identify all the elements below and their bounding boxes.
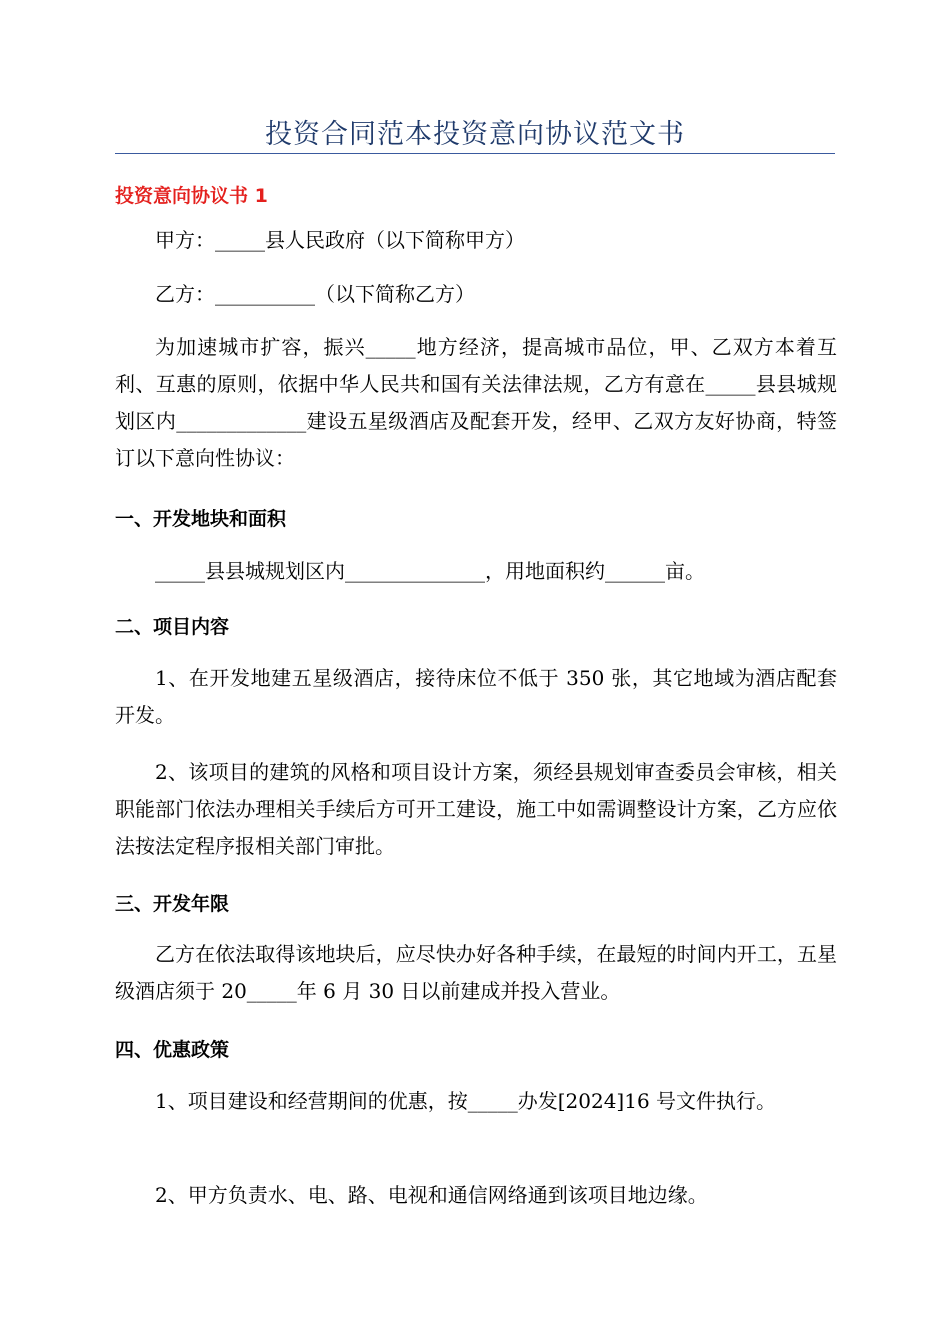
policy-item-1: 1、项目建设和经营期间的优惠，按_____办发[2024]16 号文件执行。: [155, 1089, 777, 1113]
title-underline: [115, 153, 835, 154]
term-paragraph: 乙方在依法取得该地块后，应尽快办好各种手续，在最短的时间内开工，五星级酒店须于 20_____年 6 月 30 日以前建成并投入营业。: [115, 942, 837, 1003]
heading-land: 一、开发地块和面积: [115, 508, 287, 530]
heading-content: 二、项目内容: [115, 616, 230, 638]
document-title: 投资合同范本投资意向协议范文书: [265, 119, 685, 150]
intro-paragraph: 为加速城市扩容，振兴_____地方经济，提高城市品位，甲、乙双方本着互利、互惠的原则，依据中华人民共和国有关法律法规，乙方有意在_____县县城规划区内_____________建设五星级酒店及配套开发，经甲、乙双方友好协商，特签订以下意向性协议：: [115, 335, 837, 470]
heading-policy: 四、优惠政策: [115, 1039, 230, 1061]
land-detail-paragraph: _____县县城规划区内______________，用地面积约______亩。: [155, 559, 705, 583]
policy-item-2: 2、甲方负责水、电、路、电视和通信网络通到该项目地边缘。: [155, 1183, 708, 1207]
party-a-paragraph: 甲方：_____县人民政府（以下简称甲方）: [155, 228, 525, 252]
party-b-paragraph: 乙方：__________（以下简称乙方）: [155, 282, 475, 306]
heading-term: 三、开发年限: [115, 893, 230, 915]
content-item-1: 1、在开发地建五星级酒店，接待床位不低于 350 张，其它地域为酒店配套开发。: [115, 666, 837, 727]
agreement-section-title: 投资意向协议书 1: [115, 185, 268, 207]
content-item-2: 2、该项目的建筑的风格和项目设计方案，须经县规划审查委员会审核，相关职能部门依法办理相关手续后方可开工建设，施工中如需调整设计方案，乙方应依法按法定程序报相关部门审批。: [115, 760, 837, 858]
